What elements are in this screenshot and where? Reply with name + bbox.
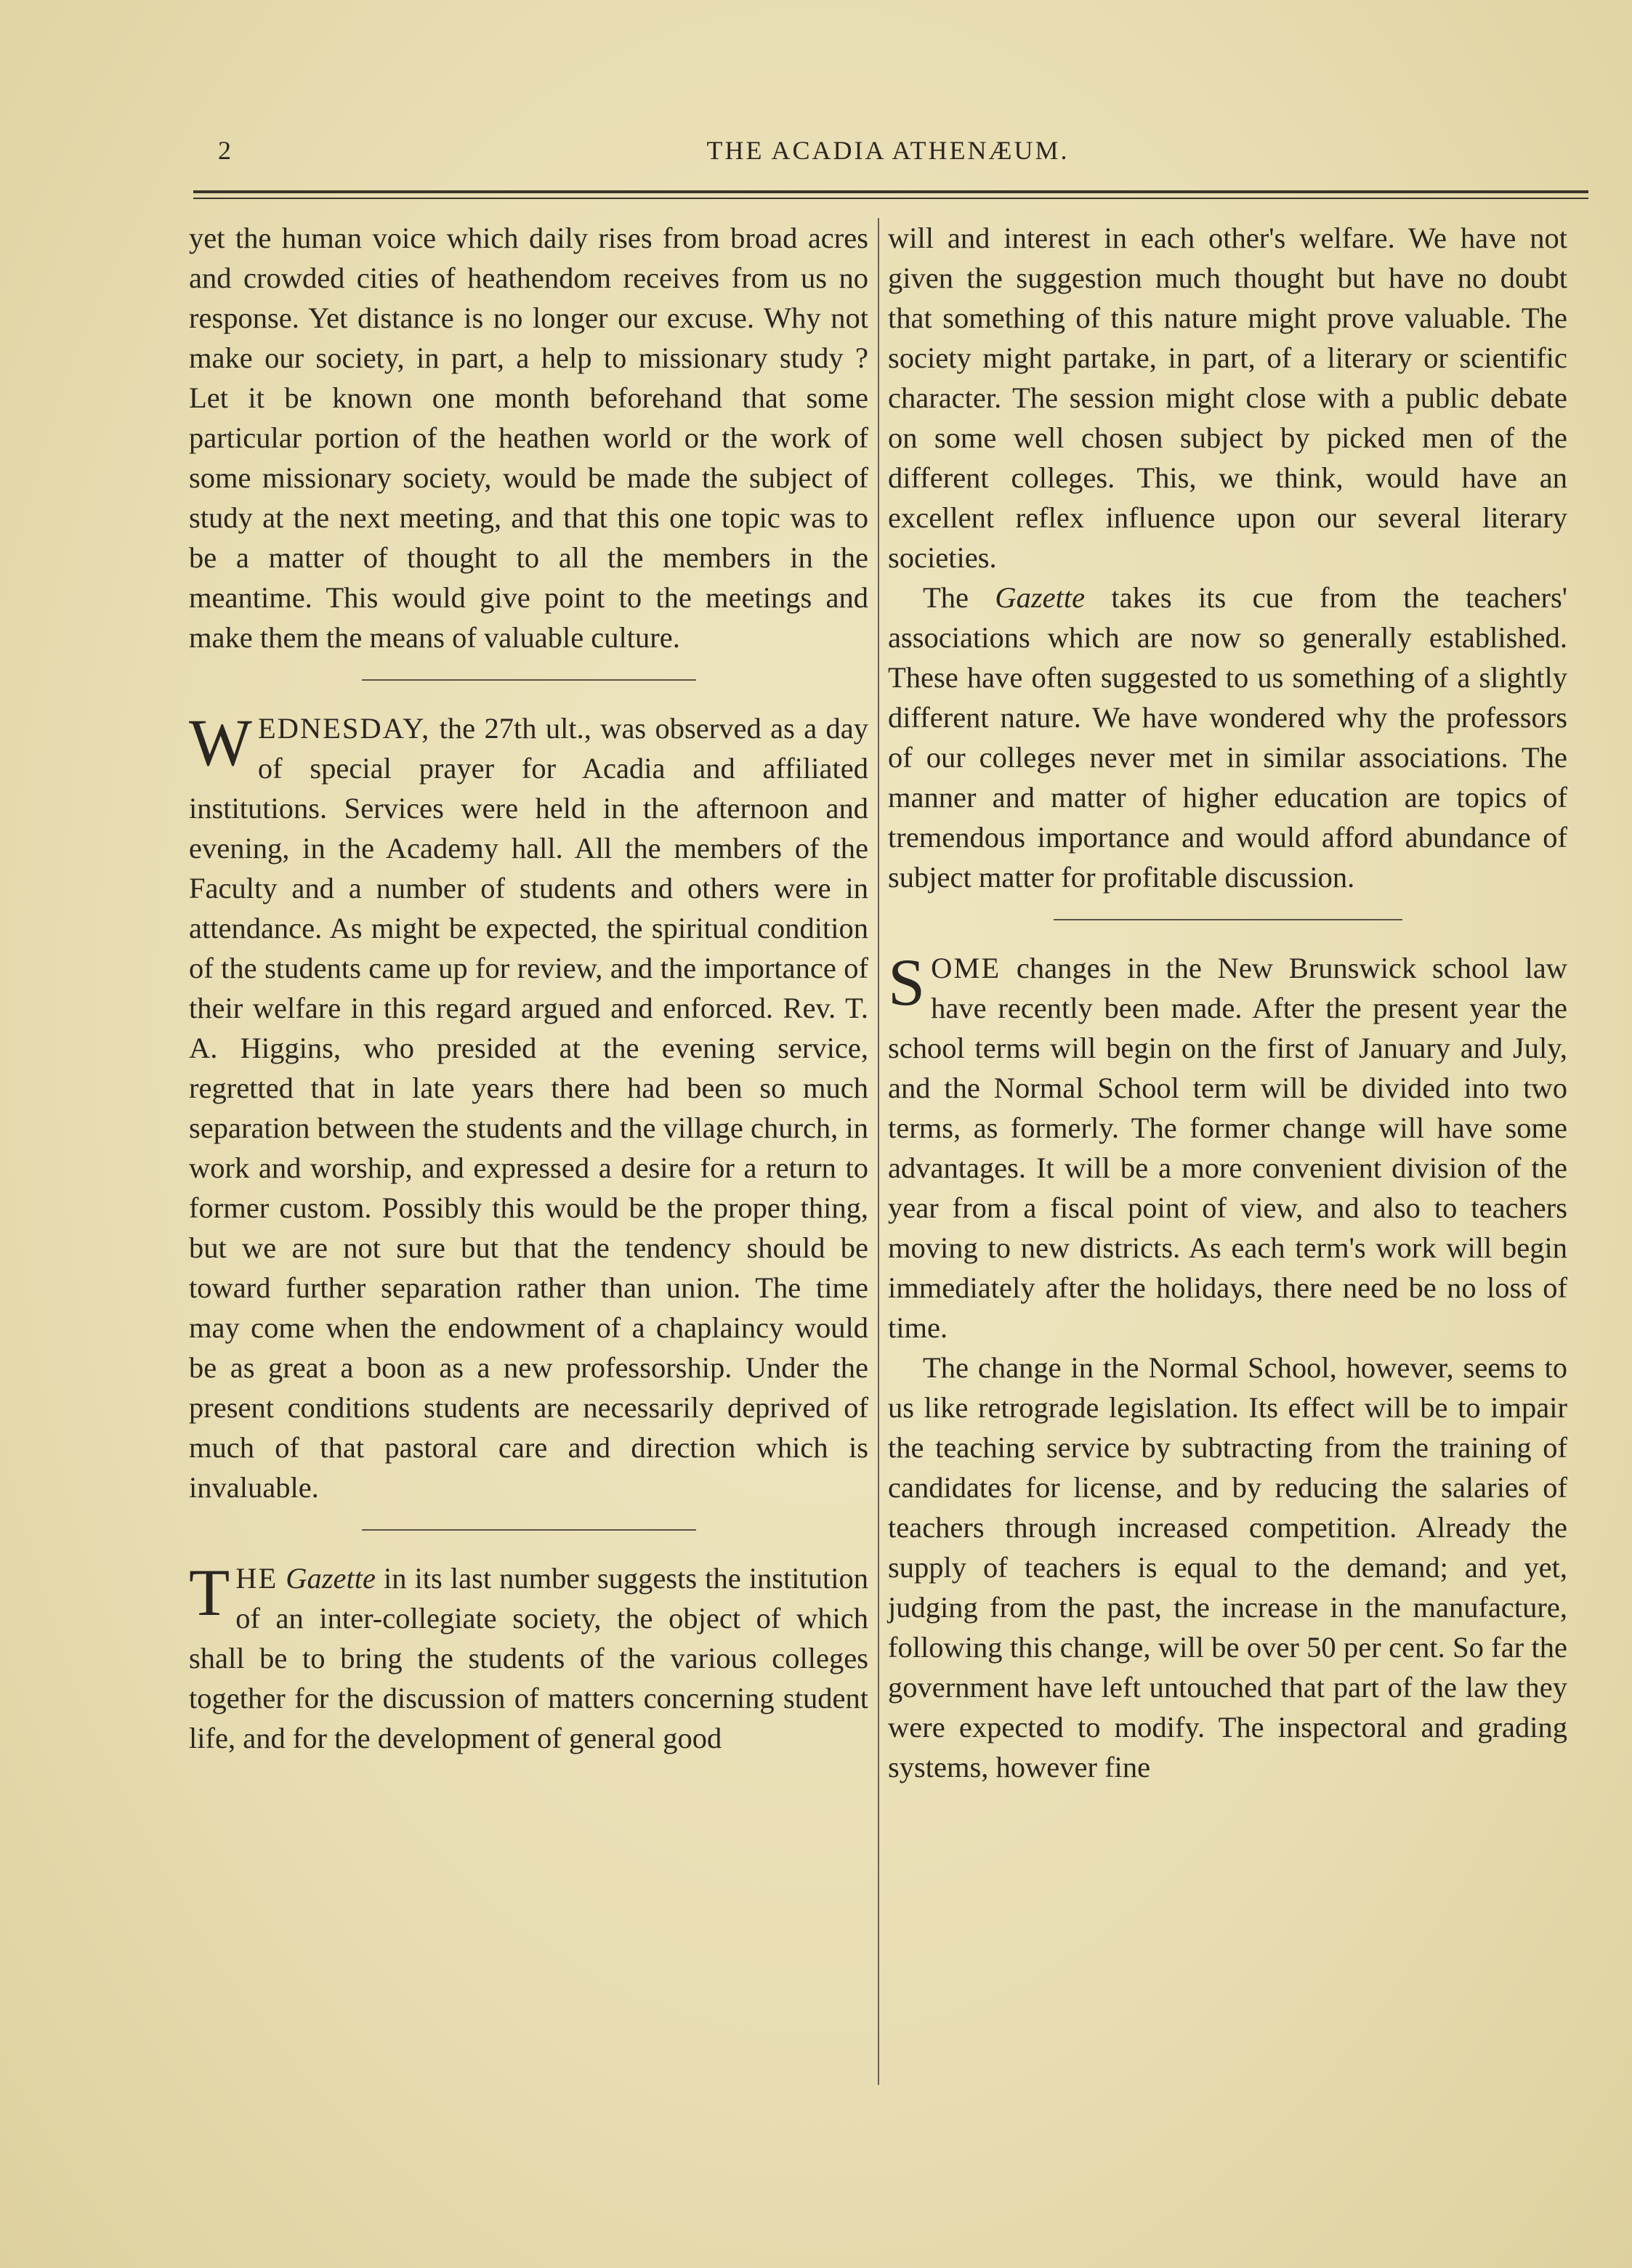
article-body: the 27th ult., was observed as a day of special prayer for Acadia and affiliated institutions. Services were held in the afternoon and evening, in the Academy hall. All the members of the Faculty and a number of students and others were in attendance. As might be expected, the spiritual condition of the students came up for review, and the importance of their welfare in this regard argued and enforced. Rev. T. A. Higgins, who presided at the evening service, regretted that in late years there had been so much separation between the students and the village church, in work and worship, and expressed a desire for a return to former custom. Possibly this would be the proper thing, but we are not sure but that the tendency should be toward further separation rather than union. The time may come when the endowment of a chaplaincy would be as great a boon as a new professorship. Under the present conditions students are necessarily deprived of much of that pastoral care and direction which is invaluable. xyxy=(189,712,868,1504)
paragraph-prefix: The xyxy=(923,581,995,614)
page-header xyxy=(190,135,1585,171)
article-lead-word: HE xyxy=(235,1562,278,1595)
section-separator xyxy=(362,679,696,681)
section-separator xyxy=(362,1529,696,1531)
dropcap-s: S xyxy=(888,945,926,1019)
paragraph-normal-school: The change in the Normal School, however, seems to us like retrograde legislation. Its effect will be to impair the teaching service by subtracting from the training of candidates for license, and by reducing the salaries of teachers through increased competition. Already the supply of teachers is equal to the demand; and yet, judging from the past, the increase in the manufacture, following this change, will be over 50 per cent. So far the government have left untouched that part of the law they were expected to modify. The inspectoral and grading systems, however fine xyxy=(888,1351,1567,1783)
dropcap-t: T xyxy=(189,1555,230,1629)
article-intercollegiate-society xyxy=(189,1555,868,1758)
paragraph-society-continued: will and interest in each other's welfare. We have not given the suggestion much thought but have no doubt that something of this nature might prove valuable. The society might partake, in part, of a literary or scientific character. The session might close with a public debate on some well chosen subject by picked men of the different colleges. This, we think, would have an excellent reflex influence upon our several literary societies. xyxy=(888,222,1567,574)
article-lead-word: EDNESDAY, xyxy=(257,712,431,745)
section-separator xyxy=(1054,919,1402,920)
column-divider xyxy=(878,218,879,2085)
paragraph-teachers-associations xyxy=(888,578,1567,897)
publication-title: Gazette xyxy=(995,581,1086,614)
article-lead-word: OME xyxy=(931,952,1001,984)
running-title: THE ACADIA ATHENÆUM. xyxy=(706,136,1070,165)
dropcap-w: W xyxy=(189,705,252,779)
right-column xyxy=(888,218,1567,1787)
article-body: changes in the New Brunswick school law have recently been made. After the present year the school terms will begin on the first of January and July, and the Normal School term will be divided into two terms, as formerly. The former change will have some advantages. It will be a more convenient division of the year from a fiscal point of view, and also to teachers moving to new districts. As each term's work will begin immediately after the holidays, there need be no loss of time. xyxy=(888,952,1567,1344)
left-column xyxy=(189,218,868,1758)
article-body: in its last number suggests the institution of an inter-collegiate society, the object of which shall be to bring the students of the various colleges together for the discussion of matters concerning student life, and for the development of general good xyxy=(189,1562,868,1754)
article-school-law xyxy=(888,945,1567,1348)
header-rule-thick xyxy=(193,190,1588,193)
paragraph-missionary-study: yet the human voice which daily rises from broad acres and crowded cities of heathendom receives from us no response. Yet distance is no longer our excuse. Why not make our society, in part, a help to missionary study ? Let it be known one month beforehand that some particular portion of the heathen world or the work of some missionary society, would be made the subject of study at the next meeting, and that this one topic was to be a matter of thought to all the members in the meantime. This would give point to the meetings and make them the means of valuable culture. xyxy=(189,222,868,654)
page-number: 2 xyxy=(218,136,232,165)
article-day-of-prayer xyxy=(189,705,868,1507)
header-rule-thin xyxy=(193,198,1588,199)
paragraph-body: takes its cue from the teachers' associations which are now so generally established. These have often suggested to us something of a slightly different nature. We have wondered why the professors of our colleges never met in similar associations. The manner and matter of higher education are topics of tremendous importance and would afford abundance of subject matter for profitable discussion. xyxy=(888,581,1567,894)
publication-title: Gazette xyxy=(286,1562,376,1595)
